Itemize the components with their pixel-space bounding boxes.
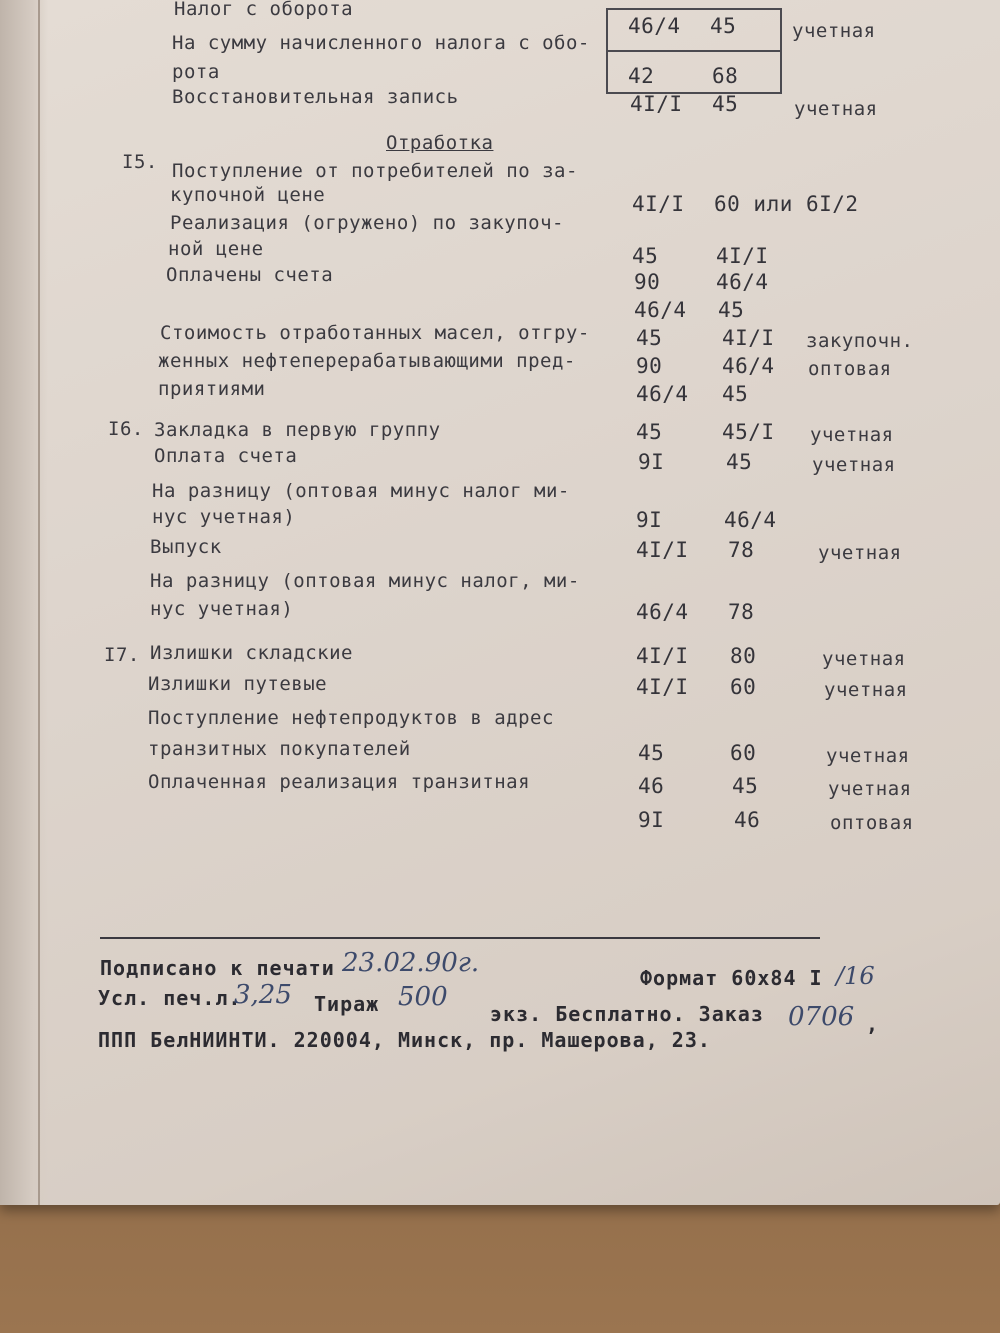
imprint-rule (100, 937, 820, 939)
entry-text: Выпуск (150, 536, 222, 558)
debit-account: 45 (636, 420, 663, 444)
debit-account: 46/4 (628, 14, 681, 38)
debit-account: 46/4 (636, 600, 689, 624)
credit-account: 46/4 (716, 270, 769, 294)
item-number: I5. (122, 151, 158, 173)
credit-account: 60 или 6I/2 (714, 192, 859, 216)
credit-account: 68 (712, 64, 739, 88)
entry-text: Реализация (огружено) по закупоч- (170, 212, 564, 234)
imprint-sheets: Усл. печ.л. (98, 986, 242, 1010)
entry-text: Оплачены счета (166, 264, 334, 286)
credit-account: 45 (712, 92, 739, 116)
item-number: I6. (108, 418, 144, 440)
handwritten-date: 23.02.90г. (342, 948, 480, 978)
imprint-copies: экз. Бесплатно. Заказ (490, 1002, 764, 1026)
price-type: оптовая (808, 358, 892, 380)
entry-text: На разницу (оптовая минус налог ми- (152, 480, 570, 502)
handwritten-sheets: 3,25 (234, 980, 292, 1010)
entry-text: нус учетная) (150, 598, 294, 620)
imprint-comma: , (866, 1012, 880, 1036)
entry-text: На сумму начисленного налога с обо- (172, 32, 590, 54)
price-type: учетная (822, 648, 906, 670)
price-type: учетная (794, 98, 878, 120)
entry-text: Поступление нефтепродуктов в адрес (148, 707, 554, 729)
debit-account: 4I/I (636, 675, 689, 699)
entry-text: рота (172, 61, 220, 83)
price-type: учетная (818, 542, 902, 564)
credit-account: 45 (718, 298, 745, 322)
credit-account: 80 (730, 644, 757, 668)
spine-fold (38, 0, 40, 1205)
entry-text: купочной цене (170, 184, 326, 206)
entry-text: На разницу (оптовая минус налог, ми- (150, 570, 580, 592)
debit-account: 45 (636, 326, 663, 350)
price-type: учетная (828, 778, 912, 800)
credit-account: 60 (730, 675, 757, 699)
handwritten-run: 500 (398, 982, 448, 1012)
debit-account: 45 (638, 741, 665, 765)
entry-text: нус учетная) (152, 506, 296, 528)
credit-account: 45 (732, 774, 759, 798)
credit-account: 60 (730, 741, 757, 765)
credit-account: 45 (722, 382, 749, 406)
debit-account: 42 (628, 64, 655, 88)
entry-text: приятиями (158, 378, 266, 400)
credit-account: 46 (734, 808, 761, 832)
credit-account: 4I/I (722, 326, 775, 350)
page-spine (0, 0, 48, 1205)
credit-account: 4I/I (716, 244, 769, 268)
entry-text: Оплаченная реализация транзитная (148, 771, 531, 793)
price-type: оптовая (830, 812, 914, 834)
debit-account: 4I/I (630, 92, 683, 116)
debit-account: 4I/I (632, 192, 685, 216)
debit-account: 46 (638, 774, 665, 798)
handwritten-format: /16 (836, 962, 875, 990)
entry-text: Излишки путевые (148, 673, 328, 695)
imprint-publisher: ППП БелНИИНТИ. 220004, Минск, пр. Машерова, 23. (98, 1028, 711, 1052)
debit-account: 90 (636, 354, 663, 378)
debit-account: 9I (638, 450, 665, 474)
entry-text: Оплата счета (154, 445, 298, 467)
price-type: учетная (812, 454, 896, 476)
item-number: I7. (104, 644, 140, 666)
entry-text: Закладка в первую группу (154, 419, 441, 441)
entry-text: транзитных покупателей (148, 738, 411, 760)
entry-text: Восстановительная запись (172, 86, 459, 108)
credit-account: 45 (726, 450, 753, 474)
debit-account: 45 (632, 244, 659, 268)
debit-account: 46/4 (636, 382, 689, 406)
imprint-signed: Подписано к печати (100, 956, 335, 980)
debit-account: 46/4 (634, 298, 687, 322)
credit-account: 78 (728, 538, 755, 562)
handwritten-order: 0706 (788, 1002, 855, 1032)
entry-text: ной цене (168, 238, 264, 260)
debit-account: 90 (634, 270, 661, 294)
price-type: учетная (824, 679, 908, 701)
debit-account: 9I (636, 508, 663, 532)
credit-account: 46/4 (722, 354, 775, 378)
price-type: учетная (826, 745, 910, 767)
entry-text: Налог с оборота (174, 0, 354, 20)
entry-text: Поступление от потребителей по за- (172, 160, 578, 182)
entry-text: женных нефтеперерабатывающими пред- (158, 350, 576, 372)
debit-account: 9I (638, 808, 665, 832)
price-type: учетная (792, 20, 876, 42)
credit-account: 45 (710, 14, 737, 38)
price-type: учетная (810, 424, 894, 446)
credit-account: 45/I (722, 420, 775, 444)
box-divider (606, 50, 782, 52)
debit-account: 4I/I (636, 644, 689, 668)
debit-account: 4I/I (636, 538, 689, 562)
price-type: закупочн. (806, 330, 914, 352)
credit-account: 46/4 (724, 508, 777, 532)
imprint-run: Тираж (314, 992, 380, 1016)
credit-account: 78 (728, 600, 755, 624)
entry-text: Стоимость отработанных масел, отгру- (160, 322, 590, 344)
imprint-format: Формат 60х84 I (640, 966, 823, 990)
section-heading: Отработка (386, 132, 494, 154)
entry-text: Излишки складские (150, 642, 353, 664)
